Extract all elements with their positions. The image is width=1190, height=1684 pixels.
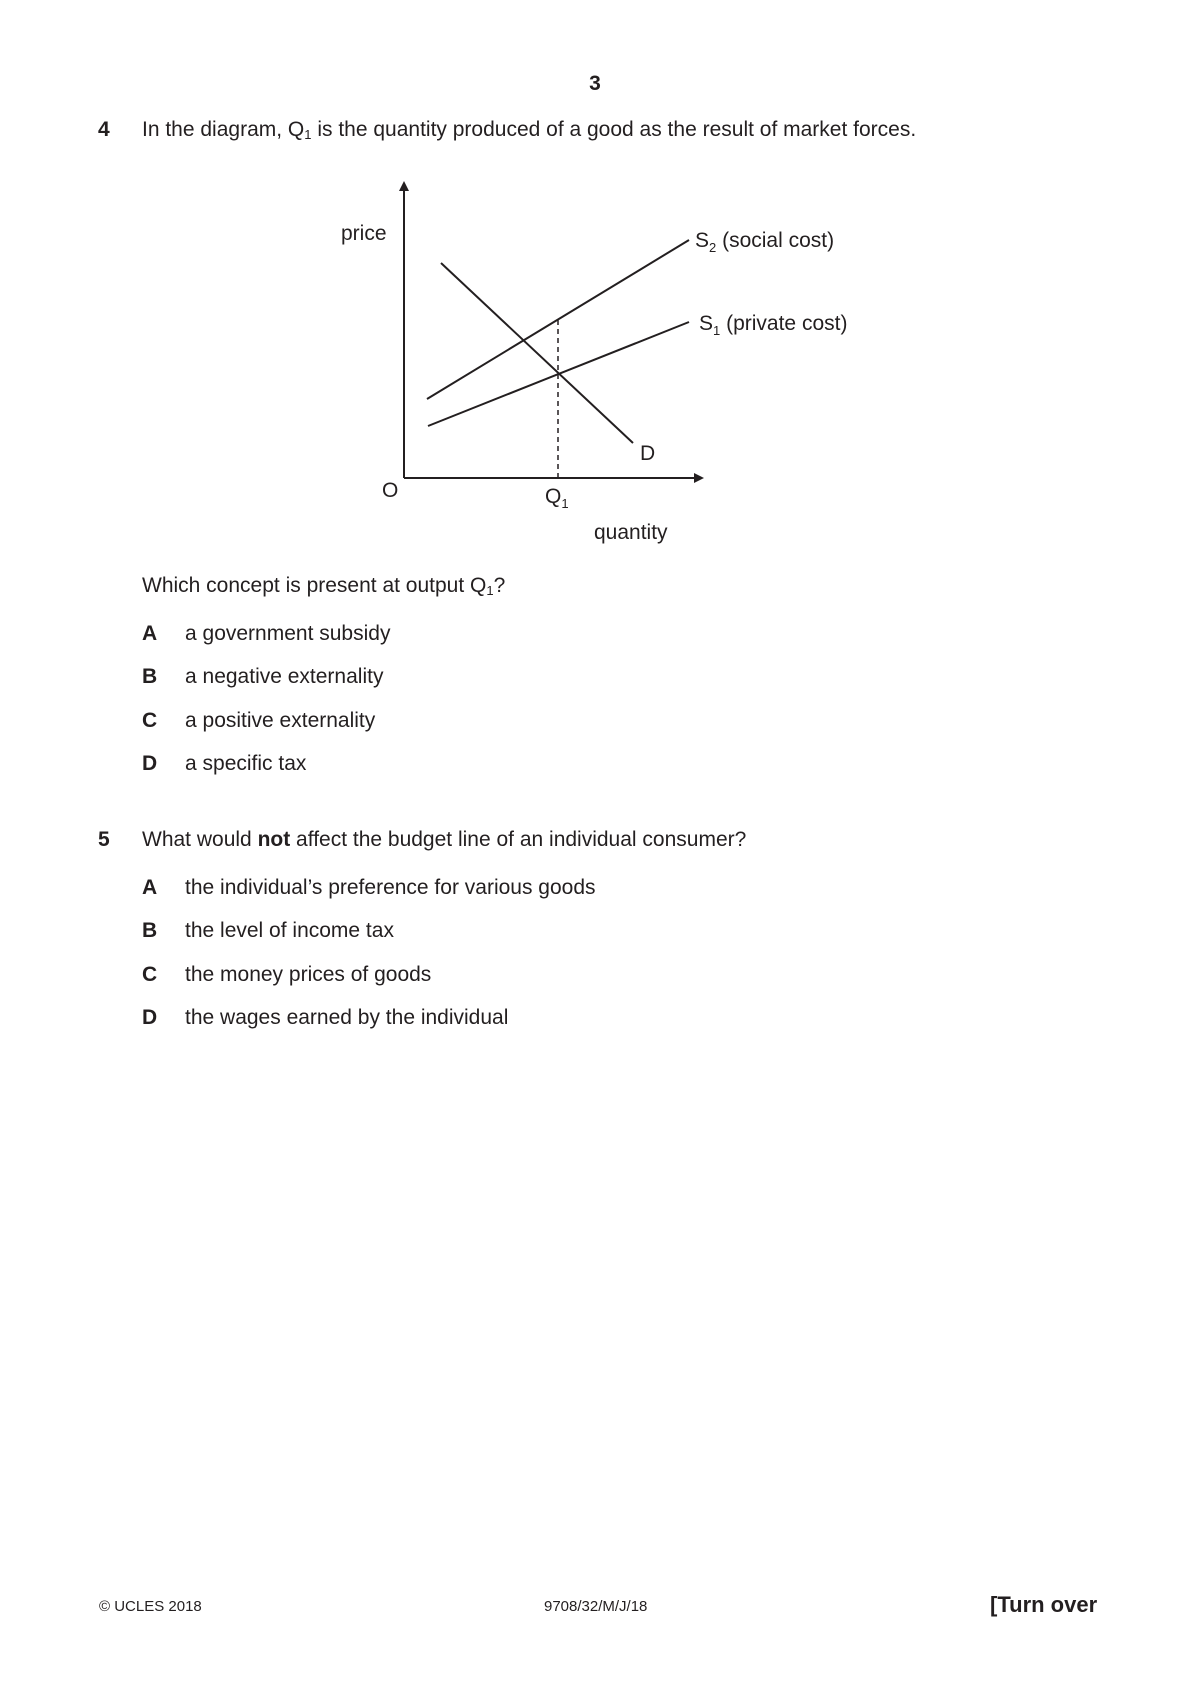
q1-label-sub: 1: [561, 496, 569, 511]
q5-stem-bold: not: [257, 828, 291, 851]
q4-stem-sub: 1: [304, 127, 312, 142]
s2-label: [695, 229, 834, 255]
supply-demand-diagram: [0, 0, 1190, 560]
q1-label: [545, 485, 569, 511]
q5-stem-before: What would: [142, 828, 258, 851]
q5-option-a-text: the individual’s preference for various goods: [185, 876, 596, 899]
x-axis-label: quantity: [594, 521, 668, 544]
footer-copyright: © UCLES 2018: [99, 1598, 202, 1615]
q4-option-a-letter: A: [142, 622, 158, 645]
s1-label-main: S: [699, 312, 714, 335]
q4-option-c-text: a positive externality: [185, 709, 376, 732]
q4-option-a-text: a government subsidy: [185, 622, 391, 645]
y-axis-label: price: [341, 222, 387, 245]
question-4-number: 4: [98, 118, 110, 141]
s1-label: [699, 312, 847, 338]
footer-paper-code: 9708/32/M/J/18: [544, 1598, 648, 1615]
q4-stem-before: In the diagram, Q: [142, 118, 305, 141]
q5-option-a-letter: A: [142, 876, 158, 899]
q4-option-d-text: a specific tax: [185, 752, 307, 775]
q4-prompt-sub: 1: [486, 583, 494, 598]
s2-label-sub: 2: [709, 240, 717, 255]
q4-option-c-letter: C: [142, 709, 158, 732]
q4-prompt-after: ?: [493, 574, 506, 597]
question-5-number: 5: [98, 828, 110, 851]
question-5-stem: [142, 828, 746, 852]
q4-option-d-letter: D: [142, 752, 158, 775]
q5-option-c-text: the money prices of goods: [185, 963, 432, 986]
q4-option-b-letter: B: [142, 665, 158, 688]
s1-label-sub: 1: [713, 323, 721, 338]
q5-option-c-letter: C: [142, 963, 158, 986]
q4-stem-after: is the quantity produced of a good as the result of market forces.: [311, 118, 917, 141]
footer-turn-over: [Turn over: [990, 1592, 1098, 1617]
s2-label-main: S: [695, 229, 710, 252]
page-number: 3: [589, 72, 601, 95]
q1-label-main: Q: [545, 485, 562, 508]
q5-option-b-letter: B: [142, 919, 158, 942]
q4-option-b-text: a negative externality: [185, 665, 384, 688]
question-4-prompt: [142, 574, 505, 598]
s1-label-rest: (private cost): [720, 312, 848, 335]
demand-curve: [441, 263, 633, 443]
origin-label: O: [382, 479, 399, 502]
q5-option-b-text: the level of income tax: [185, 919, 394, 942]
demand-label: D: [640, 442, 656, 465]
q5-option-d-text: the wages earned by the individual: [185, 1006, 509, 1029]
q5-option-d-letter: D: [142, 1006, 158, 1029]
q4-prompt-before: Which concept is present at output Q: [142, 574, 487, 597]
q5-stem-after: affect the budget line of an individual consumer?: [290, 828, 747, 851]
s2-label-rest: (social cost): [716, 229, 835, 252]
